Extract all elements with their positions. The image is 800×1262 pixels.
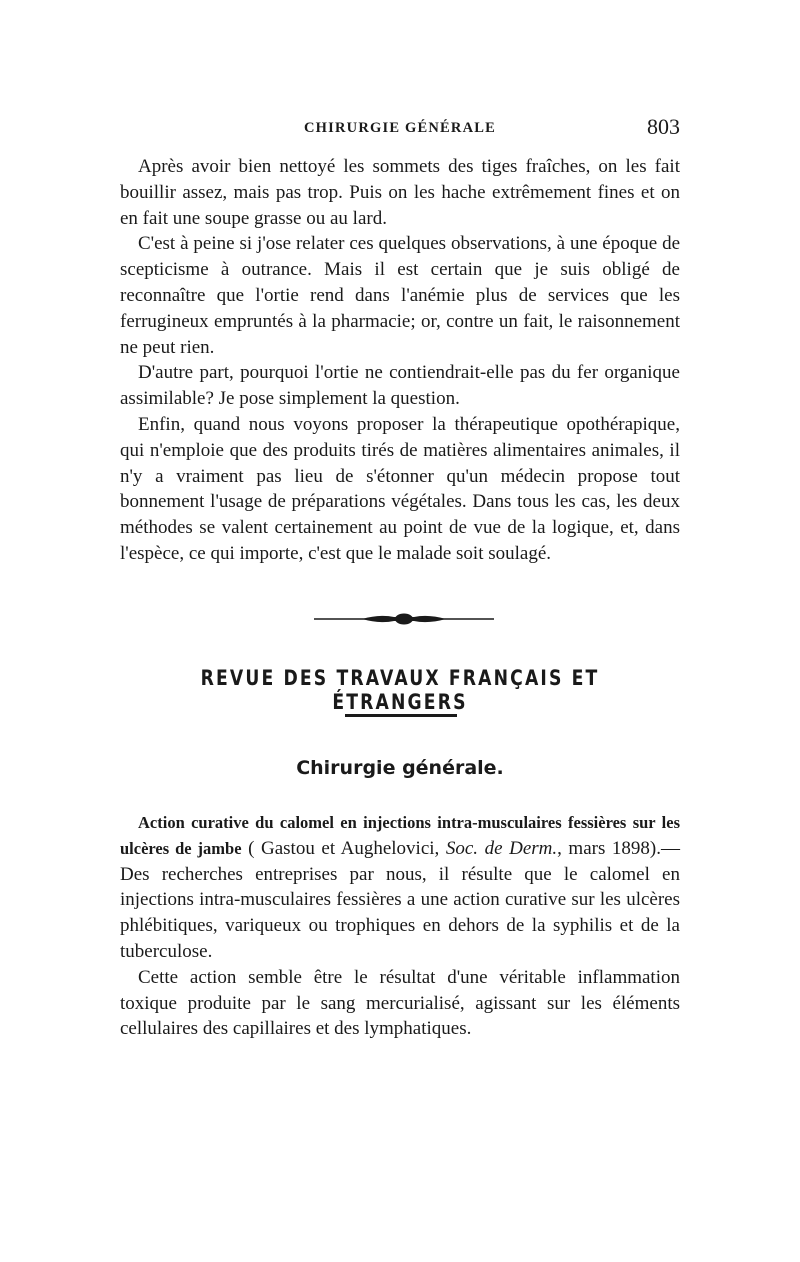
article <box>120 810 680 1042</box>
running-title: CHIRURGIE GÉNÉRALE <box>303 120 496 136</box>
paragraph: C'est à peine si j'ose relater ces quelques observations, à une époque de scepticisme à outrance. Mais il est certain que je suis obligé de reconnaître que l'ortie rend dans l'anémie plus de services que les ferrugineux empruntés à la pharmacie; or, contre un fait, le raisonnement ne peut rien. <box>120 233 680 358</box>
article-source-suffix: , mars 1898).— <box>557 837 681 859</box>
paragraph: Enfin, quand nous voyons proposer la thérapeutique opothérapique, qui n'emploie que des produits tirés de matières alimentaires animales, il n'y a vraiment pas lieu de s'étonner qu'un médecin propose tout bonnement l'usage de préparations végétales. Dans tous les cas, les deux méthodes se valent certainement au point de vue de la logique, et, dans l'espèce, ce qui importe, c'est que le malade soit soulagé. <box>120 413 680 564</box>
paragraph: D'autre part, pourquoi l'ortie ne contiendrait-elle pas du fer organique assimilable? Je pose simplement la question. <box>120 362 680 410</box>
page-number: 803 <box>647 114 680 139</box>
subsection-title: Chirurgie générale. <box>296 757 504 779</box>
article-title: Action curative du calomel en injections intra-musculaires fessières sur les ulcères de jambe <box>120 813 680 858</box>
article-paragraph <box>120 810 680 965</box>
article-source-journal: Soc. de Derm. <box>445 837 558 859</box>
section-divider <box>345 714 457 717</box>
ornamental-divider <box>314 612 494 626</box>
article-paragraph: Cette action semble être le résultat d'une véritable inflammation toxique produite par le sang mercurialisé, agissant sur les éléments cellulaires des capillaires et des lymphatiques. <box>120 966 680 1040</box>
section-title: REVUE DES TRAVAUX FRANÇAIS ET ÉTRANGERS <box>200 666 600 714</box>
article-first-paragraph: Des recherches entreprises par nous, il résulte que le calomel en injections intra-musculaires fessières a une action curative sur les ulcères phlébitiques, variqueux ou trophiques en dehors de la syphilis et de la tuberculose. <box>120 863 680 962</box>
continuation-text <box>120 154 680 567</box>
paragraph: Après avoir bien nettoyé les sommets des tiges fraîches, on les fait bouillir assez, mais pas trop. Puis on les hache extrêmement fines et on en fait une soupe grasse ou au lard. <box>120 156 680 229</box>
running-head <box>120 114 680 144</box>
article-source-prefix: ( Gastou et Aughelovici, <box>241 837 446 859</box>
